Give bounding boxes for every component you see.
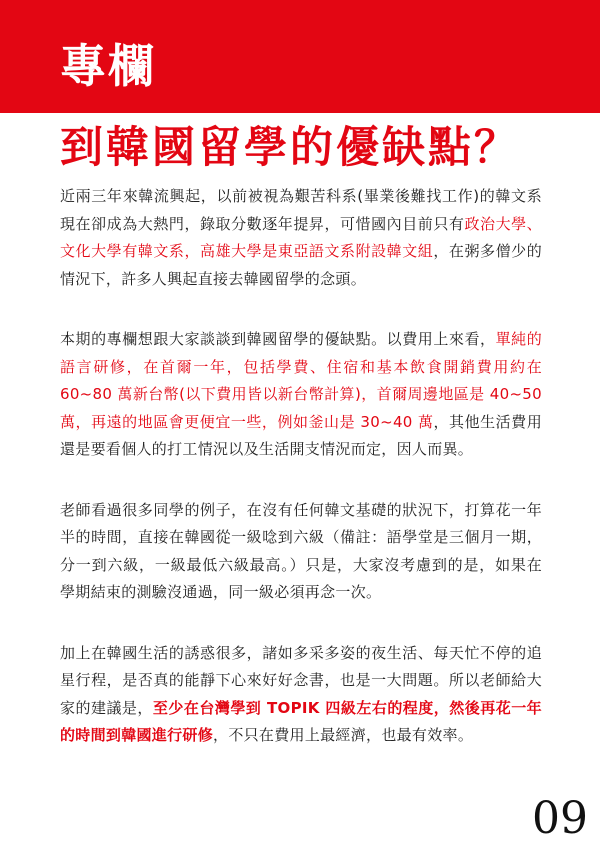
article-headline: 到韓國留學的優缺點？ <box>60 123 520 173</box>
text-run: 加上在韓國生活的誘惑很多，諸如多采多姿的夜生活、每天忙不停的追星行程，是否真的能靜下心來好好念書，也是一大問題。所以老師給大家的建議是， <box>60 643 542 717</box>
paragraph-3 <box>60 497 542 607</box>
text-run: 老師看過很多同學的例子，在沒有任何韓文基礎的狀況下，打算花一年半的時間，直接在韓國從一級唸到六級（備註：語學堂是三個月一期，分一到六級，一級最低六級最高。）只是，大家沒考慮到的是，如果在學期結束的測驗沒通過，同一級必須再念一次。 <box>60 500 542 601</box>
paragraph-1 <box>60 183 542 293</box>
highlighted-bold-text: 至少在台灣學到 TOPIK 四級左右的程度，然後再花一年的時間到韓國進行研修 <box>60 698 542 744</box>
paragraph-2 <box>60 326 542 464</box>
text-run: 本期的專欄想跟大家談談到韓國留學的優缺點。以費用上來看， <box>60 330 496 348</box>
paragraph-4 <box>60 640 542 750</box>
highlighted-text: 單純的語言研修，在首爾一年，包括學費、住宿和基本飲食開銷費用約在 60~80 萬新台幣(以下費用皆以新台幣計算)，首爾周邊地區是 40~50 萬，再遠的地區會更便宜一些，例如釜山是 30~40 萬 <box>60 330 542 431</box>
text-run: ，其他生活費用還是要看個人的打工情況以及生活開支情況而定，因人而異。 <box>60 412 542 458</box>
article-body <box>60 183 542 783</box>
text-run: ，在粥多僧少的情況下，許多人興起直接去韓國留學的念頭。 <box>60 242 542 288</box>
text-run: 近兩三年來韓流興起，以前被視為艱苦科系(畢業後難找工作)的韓文系現在卻成為大熱門，錄取分數逐年提昇，可惜國內目前只有 <box>60 187 542 233</box>
highlighted-text: 政治大學、文化大學有韓文系，高雄大學是東亞語文系附設韓文組 <box>60 214 542 260</box>
column-label: 專欄 <box>60 39 156 93</box>
page-number: 09 <box>532 793 588 844</box>
text-run: ，不只在費用上最經濟，也最有效率。 <box>213 726 474 744</box>
